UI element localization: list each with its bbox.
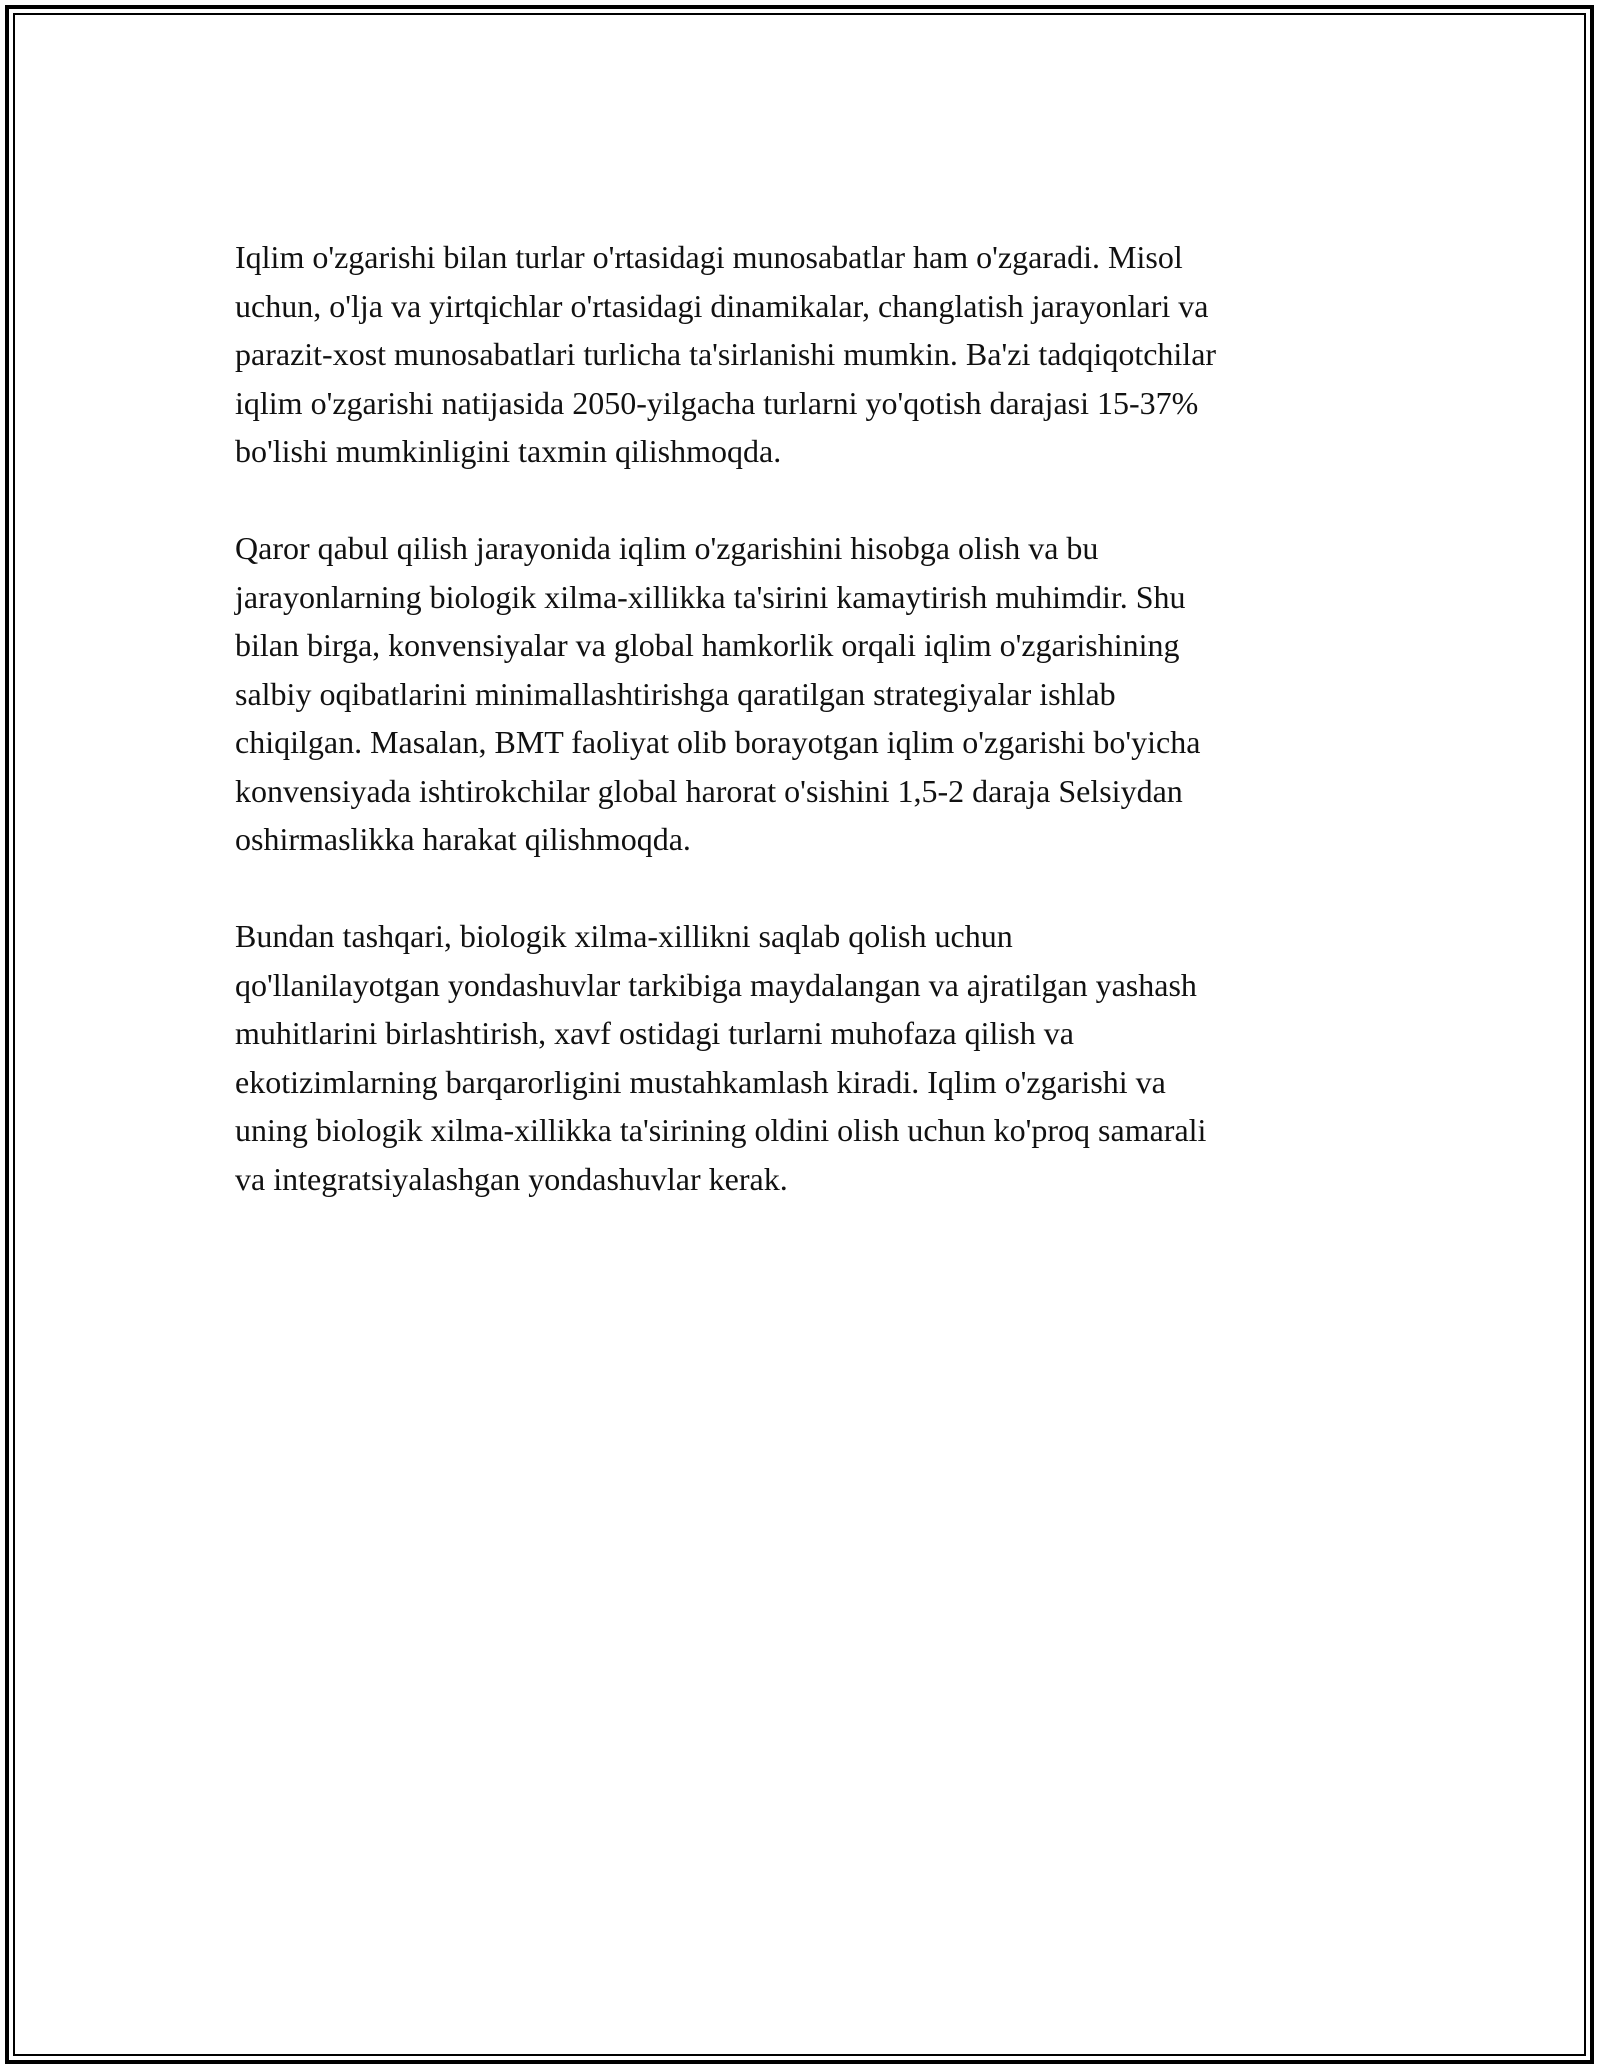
text-line: Bundan tashqari, biologik xilma-xillikni saqlab qolish uchun [235,918,1013,954]
text-line: parazit-xost munosabatlari turlicha ta'sirlanishi mumkin. Ba'zi tadqiqotchilar [235,336,1217,372]
text-line: Iqlim o'zgarishi bilan turlar o'rtasidagi munosabatlar ham o'zgaradi. Misol [235,239,1183,275]
text-line: qo'llanilayotgan yondashuvlar tarkibiga maydalangan va ajratilgan yashash [235,966,1197,1003]
text-line: bo'lishi mumkinligini taxmin qilishmoqda. [235,433,782,469]
text-line: bilan birga, konvensiyalar va global hamkorlik orqali iqlim o'zgarishining [235,627,1180,663]
text-line: ekotizimlarning barqarorligini mustahkamlash kiradi. Iqlim o'zgarishi va [235,1063,1166,1100]
text-line: uning biologik xilma-xillikka ta'sirining oldini olish uchun ko'proq samarali [235,1112,1207,1148]
text-line: konvensiyada ishtirokchilar global harorat o'sishini 1,5-2 daraja Selsiydan [235,772,1183,809]
text-line: Qaror qabul qilish jarayonida iqlim o'zgarishini hisobga olish va bu [235,530,1099,566]
text-line: va integratsiyalashgan yondashuvlar kerak. [235,1160,788,1197]
paragraph-3 [235,912,1375,1203]
document-body [235,233,1375,1203]
text-line: chiqilgan. Masalan, BMT faoliyat olib borayotgan iqlim o'zgarishi bo'yicha [235,724,1201,760]
paragraph-1 [235,233,1375,476]
text-line: uchun, o'lja va yirtqichlar o'rtasidagi dinamikalar, changlatish jarayonlari va [235,287,1209,324]
text-line: iqlim o'zgarishi natijasida 2050-yilgacha turlarni yo'qotish darajasi 15-37% [235,384,1199,421]
paragraph-2 [235,524,1375,864]
text-line: salbiy oqibatlarini minimallashtirishga qaratilgan strategiyalar ishlab [235,675,1116,712]
text-line: jarayonlarning biologik xilma-xillikka ta'sirini kamaytirish muhimdir. Shu [235,578,1186,615]
text-line: oshirmaslikka harakat qilishmoqda. [235,821,691,857]
text-line: muhitlarini birlashtirish, xavf ostidagi turlarni muhofaza qilish va [235,1015,1074,1051]
